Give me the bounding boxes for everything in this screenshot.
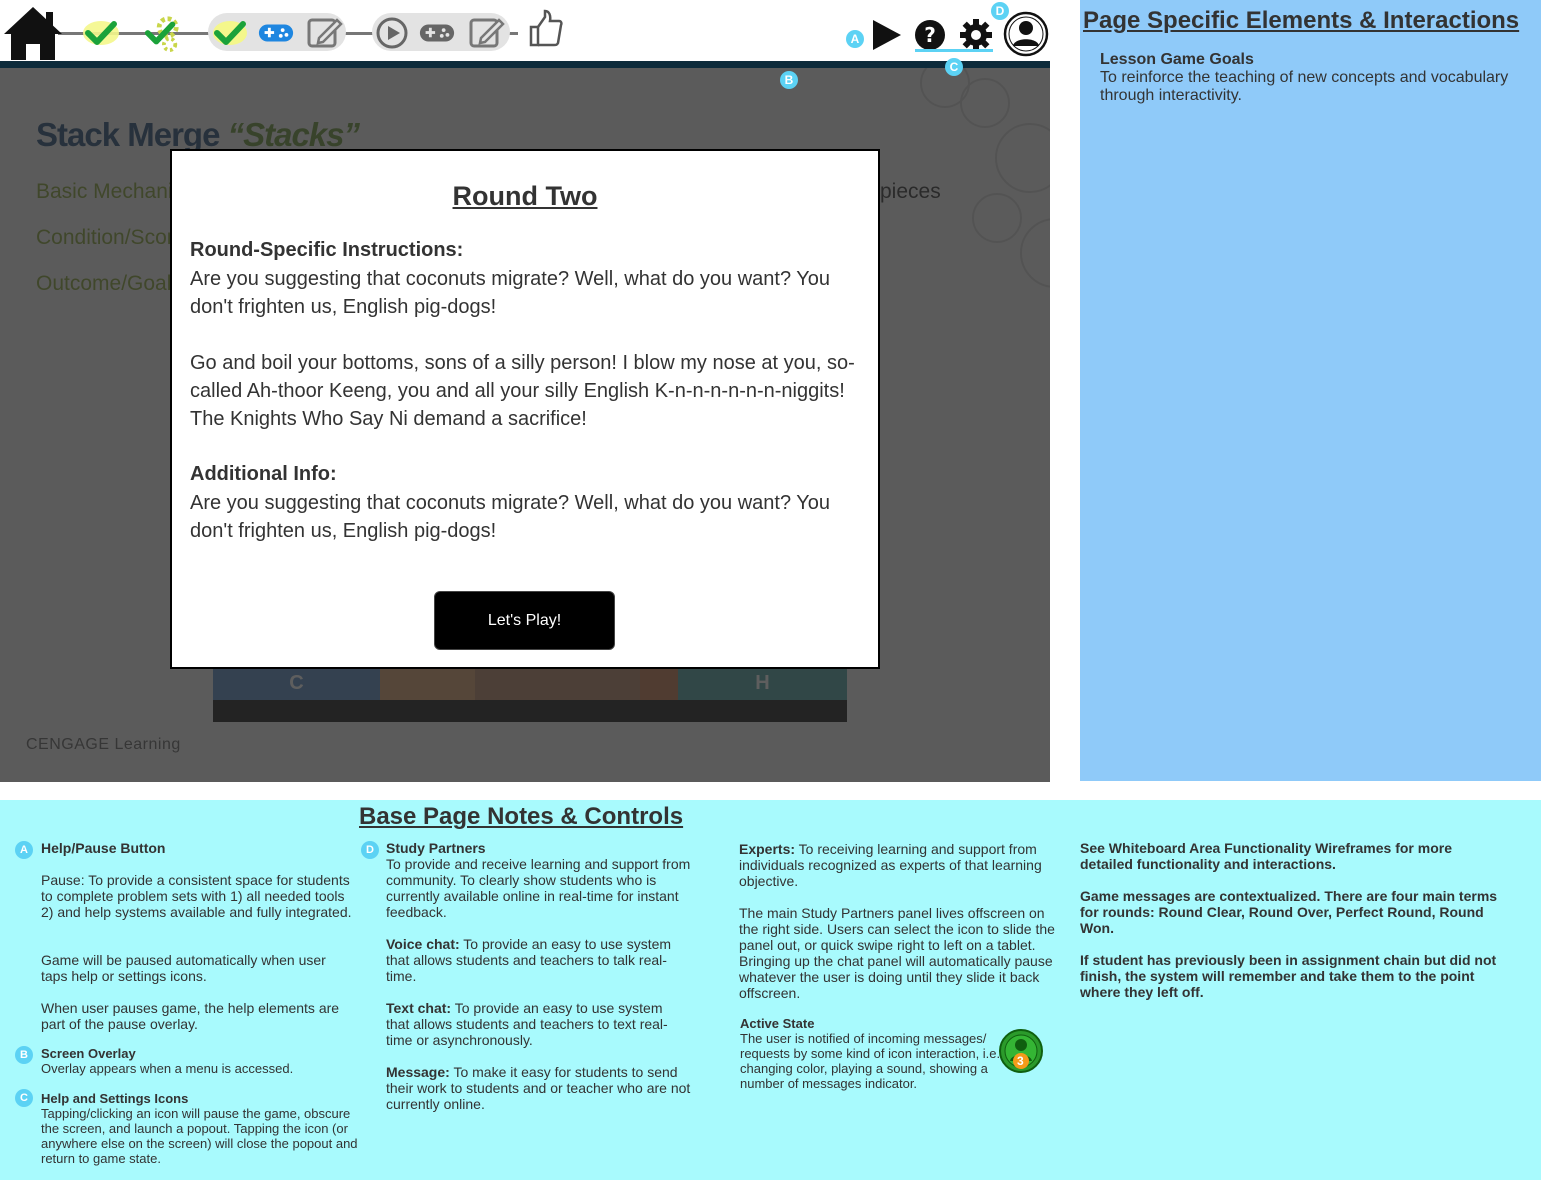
note-panel-text: The main Study Partners panel lives offscreen on the right side. Users can select the icon to slide the panel out, or quick swipe right to left on a tablet. Bringing up the chat panel will automatically pause whatever the user is doing until they slide it back offscreen. bbox=[739, 905, 1055, 1001]
message-count-badge: 3 bbox=[1017, 1054, 1024, 1068]
marker-d: D bbox=[991, 2, 1009, 20]
note-icons-text: Tapping/clicking an icon will pause the game, obscure the screen, and launch a popout. Tapping the icon (or anywhere else on the screen) will close the popout and return to game state. bbox=[41, 1106, 358, 1166]
note-text-chat: Text chat: To provide an easy to use system that allows students and teachers to text real-time or asynchronously. bbox=[386, 1000, 668, 1048]
step-check-icon[interactable] bbox=[82, 14, 120, 52]
step-gamepad-icon[interactable] bbox=[418, 14, 456, 52]
note-overlay-title: Screen Overlay bbox=[41, 1046, 136, 1061]
notes-heading: Base Page Notes & Controls bbox=[359, 803, 684, 830]
note-round-terms: Game messages are contextualized. There are four main terms for rounds: Round Clear, Round Over, Perfect Round, Round Won. bbox=[1080, 888, 1498, 936]
note-marker-c: C bbox=[15, 1089, 33, 1107]
modal-title: Round Two bbox=[452, 181, 598, 211]
top-nav-divider bbox=[0, 61, 1050, 68]
marker-b: B bbox=[780, 71, 798, 89]
step-pencil-2-icon[interactable] bbox=[467, 14, 505, 52]
additional-info-text: Are you suggesting that coconuts migrate? Well, what do you want? You don't frighten us, English pig-dogs! bbox=[190, 492, 831, 542]
note-pause-overlay-text: When user pauses game, the help elements are part of the pause overlay. bbox=[41, 1000, 340, 1032]
note-marker-b: B bbox=[15, 1046, 33, 1064]
active-user-icon bbox=[998, 1028, 1044, 1074]
note-active-state-title: Active State bbox=[740, 1016, 815, 1031]
note-message: Message: To make it easy for students to send their work to students and or teacher who are not currently online. bbox=[386, 1064, 691, 1112]
marker-c: C bbox=[945, 58, 963, 76]
step-gamepad-active-icon[interactable] bbox=[257, 14, 295, 52]
lets-play-button[interactable]: Let's Play! bbox=[434, 591, 615, 650]
step-pencil-icon[interactable] bbox=[305, 14, 343, 52]
note-auto-pause-text: Game will be paused automatically when user taps help or settings icons. bbox=[41, 952, 326, 984]
play-pause-icon[interactable] bbox=[865, 14, 907, 56]
note-experts: Experts: To receiving learning and support from individuals recognized as experts of that learning objective. bbox=[739, 841, 1042, 889]
base-page-notes bbox=[0, 800, 1541, 1180]
note-voice-chat: Voice chat: To provide an easy to use system that allows students and teachers to talk real-time. bbox=[386, 936, 672, 984]
note-icons-title: Help and Settings Icons bbox=[41, 1091, 189, 1106]
note-study-partners-title: Study Partners bbox=[386, 840, 486, 856]
svg-text:?: ? bbox=[924, 23, 936, 47]
note-marker-a: A bbox=[15, 841, 33, 859]
note-study-partners-text: To provide and receive learning and support from community. To clearly show students who is currently available online in real-time for instant feedback. bbox=[386, 856, 691, 920]
note-marker-d: D bbox=[361, 841, 379, 859]
round-modal bbox=[170, 149, 880, 669]
instructions-text-1: Are you suggesting that coconuts migrate? Well, what do you want? You don't frighten us, English pig-dogs! bbox=[190, 268, 831, 318]
note-resume-point: If student has previously been in assignment chain but did not finish, the system will remember and take them to the point where they left off. bbox=[1080, 952, 1497, 1000]
note-help-pause-title: Help/Pause Button bbox=[41, 840, 166, 856]
note-overlay-text: Overlay appears when a menu is accessed. bbox=[41, 1061, 294, 1076]
step-check-current-icon[interactable] bbox=[211, 14, 249, 52]
lesson-goals-title: Lesson Game Goals bbox=[1100, 51, 1254, 68]
note-pause-text: Pause: To provide a consistent space for students to complete problem sets with 1) all needed tools 2) and help systems available and fully integrated. bbox=[41, 872, 352, 920]
additional-info-heading: Additional Info: bbox=[190, 463, 337, 485]
note-active-state-text: The user is notified of incoming messages/ requests by some kind of icon interaction, i.e. changing color, playing a sound, showing a number of messages indicator. bbox=[740, 1031, 1001, 1091]
panel-heading: Page Specific Elements & Interactions bbox=[1083, 7, 1520, 34]
home-icon[interactable] bbox=[2, 4, 64, 60]
page-specific-panel bbox=[1080, 0, 1541, 781]
lesson-goals-text: To reinforce the teaching of new concepts and vocabulary through interactivity. bbox=[1100, 69, 1509, 104]
instructions-text-2: Go and boil your bottoms, sons of a silly person! I blow my nose at you, so-called Ah-thoor Keeng, you and all your silly English K-n-n-n-n-n-n-niggits! The Knights Who Say Ni demand a sacrifice! bbox=[190, 352, 855, 430]
step-play-circle-icon[interactable] bbox=[373, 14, 411, 52]
step-gear-check-icon[interactable] bbox=[143, 14, 181, 52]
instructions-heading: Round-Specific Instructions: bbox=[190, 239, 464, 261]
top-nav bbox=[0, 0, 1050, 74]
thumbs-up-icon[interactable] bbox=[526, 10, 564, 48]
help-settings-underline bbox=[915, 49, 993, 52]
note-whiteboard-ref: See Whiteboard Area Functionality Wireframes for more detailed functionality and interactions. bbox=[1080, 840, 1452, 872]
marker-a: A bbox=[846, 30, 864, 48]
study-partners-user-icon[interactable] bbox=[1003, 11, 1049, 57]
